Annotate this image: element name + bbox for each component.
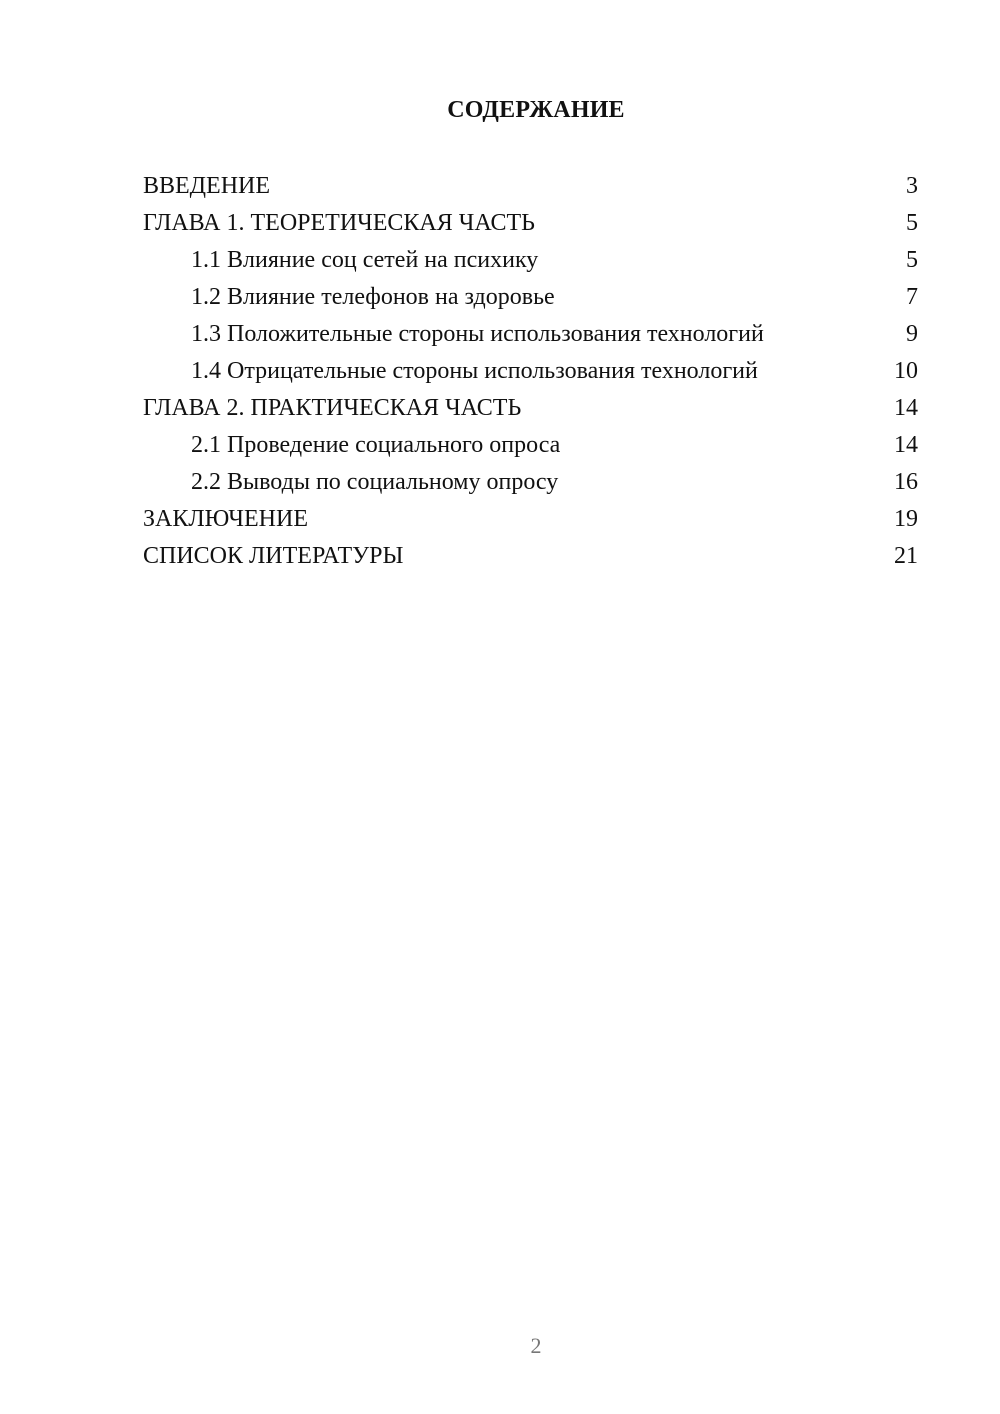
toc-entry-text: ГЛАВА 2. ПРАКТИЧЕСКАЯ ЧАСТЬ: [143, 395, 522, 422]
toc-title: СОДЕРЖАНИЕ: [447, 97, 625, 123]
toc-entry-page: 9: [906, 320, 918, 347]
toc-entry-page: 5: [906, 246, 918, 273]
toc-entry-text: 2.1 Проведение социального опроса: [191, 432, 561, 459]
toc-entry-page: 10: [894, 358, 918, 385]
toc-entry-text: ЗАКЛЮЧЕНИЕ: [143, 506, 308, 533]
toc-entry-page: 14: [894, 432, 918, 459]
toc-entry-text: ВВЕДЕНИЕ: [143, 172, 271, 199]
toc-entry-page: 14: [894, 395, 918, 422]
toc-entry-text: 2.2 Выводы по социальному опросу: [191, 469, 559, 496]
toc-entry-references: [143, 538, 918, 575]
table-of-contents: [143, 167, 918, 575]
toc-entry-page: 19: [894, 506, 918, 533]
toc-entry-section-1-3: [143, 315, 918, 352]
toc-entry-text: СПИСОК ЛИТЕРАТУРЫ: [143, 543, 404, 570]
toc-entry-introduction: [143, 167, 918, 204]
toc-entry-chapter-2: [143, 390, 918, 427]
toc-entry-section-1-1: [143, 241, 918, 278]
toc-entry-section-2-2: [143, 464, 918, 501]
toc-entry-page: 21: [894, 543, 918, 570]
toc-entry-page: 5: [906, 209, 918, 236]
toc-entry-page: 3: [906, 172, 918, 199]
toc-entry-page: 7: [906, 283, 918, 310]
toc-entry-conclusion: [143, 501, 918, 538]
toc-entry-text: 1.1 Влияние соц сетей на психику: [191, 246, 539, 273]
toc-entry-page: 16: [894, 469, 918, 496]
toc-entry-section-1-2: [143, 278, 918, 315]
toc-entry-text: 1.4 Отрицательные стороны использования технологий: [191, 358, 758, 385]
toc-entry-text: ГЛАВА 1. ТЕОРЕТИЧЕСКАЯ ЧАСТЬ: [143, 209, 535, 236]
page-number: 2: [530, 1333, 542, 1358]
toc-entry-section-2-1: [143, 427, 918, 464]
toc-entry-chapter-1: [143, 204, 918, 241]
toc-entry-section-1-4: [143, 352, 918, 389]
toc-entry-text: 1.3 Положительные стороны использования технологий: [191, 320, 764, 347]
toc-entry-text: 1.2 Влияние телефонов на здоровье: [191, 283, 555, 310]
